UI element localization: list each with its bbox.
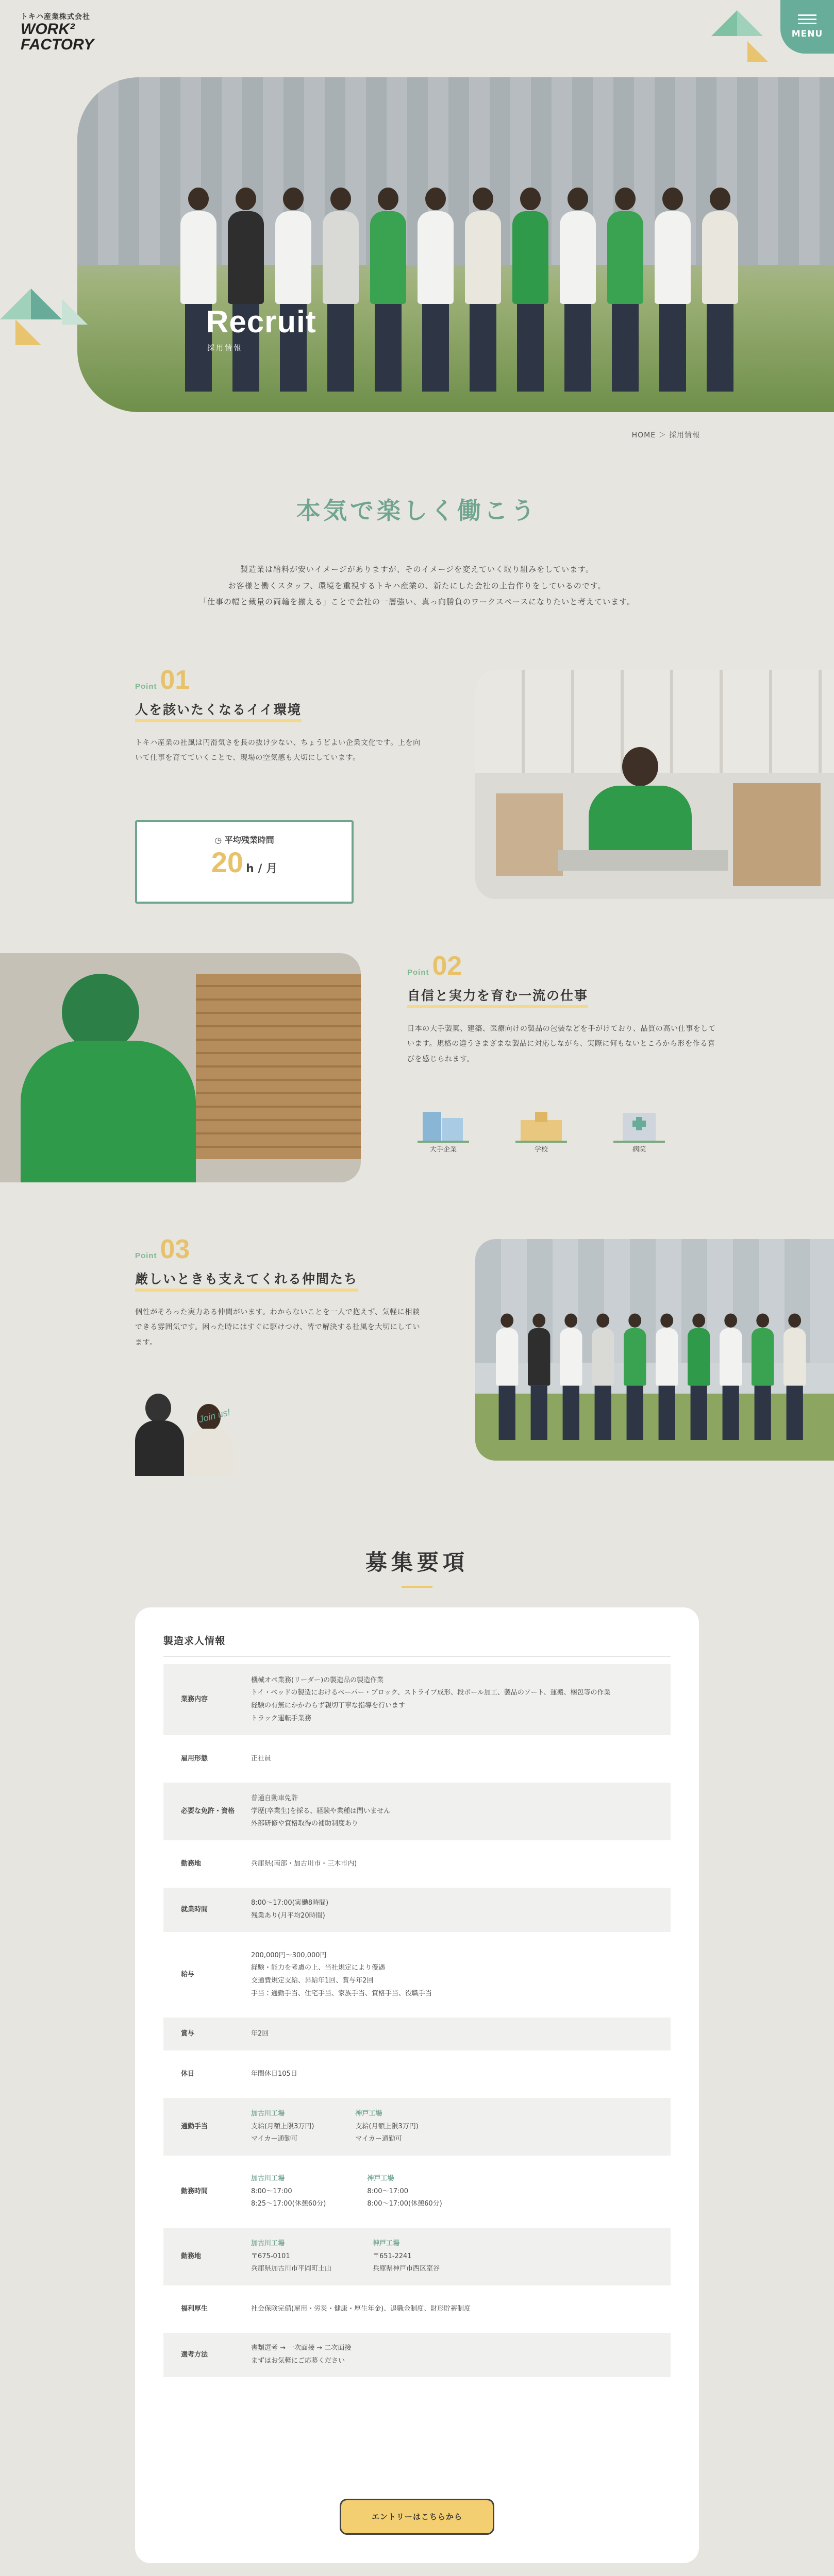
row-value <box>241 2228 671 2285</box>
stat-label <box>137 834 352 845</box>
icon-card-hospital <box>608 1103 670 1154</box>
row-value-line: 書類選考 → 一次面接 → 二次面接 <box>251 2344 352 2352</box>
row-value-column <box>355 2108 418 2146</box>
row-key: 雇用形態 <box>181 1754 208 1762</box>
point-label: Point <box>135 1251 157 1260</box>
icon-card-company <box>412 1103 474 1154</box>
staff-member <box>275 188 311 392</box>
point-title: 自信と実力を育む一流の仕事 <box>407 986 588 1008</box>
row-key: 業務内容 <box>181 1695 208 1703</box>
row-value <box>241 2058 671 2091</box>
row-value-line: まずはお気軽にご応募ください <box>251 2357 345 2365</box>
row-key: 通勤手当 <box>181 2122 208 2130</box>
breadcrumb[interactable]: HOME ＞ 採用情報 <box>631 431 700 439</box>
stat-unit: h / 月 <box>246 862 278 875</box>
row-value <box>241 1742 671 1775</box>
table-row <box>163 2058 671 2091</box>
table-row <box>163 2333 671 2377</box>
staff-member <box>528 1313 550 1440</box>
point-number: 03 <box>160 1234 190 1264</box>
row-value-line: 機械オペ業務(リーダー)の製造品の製造作業 <box>251 1676 384 1684</box>
overtime-stat <box>135 820 354 904</box>
staff-member <box>560 1313 582 1440</box>
staff-member <box>465 188 501 392</box>
row-value <box>241 2333 671 2377</box>
table-row <box>163 1783 671 1840</box>
table-row <box>163 2228 671 2285</box>
point-label: Point <box>407 968 429 977</box>
clock-icon: ◷ <box>214 835 222 845</box>
school-icon <box>510 1103 572 1144</box>
row-value-line: 8:25〜17:00(休憩60分) <box>251 2200 326 2208</box>
row-value-line: トラック運転手業務 <box>251 1714 311 1722</box>
row-value-line: 〒651-2241 <box>373 2252 412 2260</box>
table-row <box>163 2163 671 2221</box>
row-key: 必要な免許・資格 <box>181 1807 235 1815</box>
row-value-line: 支給(月額上限3万円) <box>251 2122 314 2130</box>
row-value-line: 普通自動車免許 <box>251 1794 298 1802</box>
row-value-line: 兵庫県神戸市西区室谷 <box>373 2265 440 2273</box>
staff-member <box>752 1313 774 1440</box>
row-value-line: 経験・能力を考慮の上、当社規定により優遇 <box>251 1964 386 1972</box>
logo-work: WORK² <box>21 21 75 38</box>
row-value-column <box>251 2238 331 2276</box>
point-03 <box>135 1234 465 1350</box>
table-row <box>163 2018 671 2050</box>
table-row <box>163 1888 671 1932</box>
row-value-line: マイカー通勤可 <box>355 2135 402 2143</box>
logo-factory: FACTORY <box>21 36 94 53</box>
table-row <box>163 1939 671 2010</box>
menu-button[interactable] <box>780 0 834 54</box>
row-value-line: 〒675-0101 <box>251 2252 290 2260</box>
intro-text <box>0 562 834 611</box>
row-value-line: 兵庫県(南部・加古川市・三木市内) <box>251 1859 357 1868</box>
row-key: 勤務時間 <box>181 2187 208 2195</box>
menu-bar-1 <box>798 14 816 16</box>
intro-line: 製造業は給料が安いイメージがありますが、そのイメージを変えていく取り組みをしています。 <box>240 565 594 574</box>
row-value-line: 200,000円〜300,000円 <box>251 1951 327 1959</box>
staff-member <box>323 188 359 392</box>
row-value-line: 加古川工場 <box>251 2239 285 2247</box>
row-value-line: 支給(月額上限3万円) <box>355 2122 419 2130</box>
row-value <box>241 1888 671 1932</box>
point-01 <box>135 665 465 766</box>
row-value-column <box>373 2238 440 2276</box>
row-value-column <box>251 2173 326 2211</box>
table-row <box>163 1742 671 1775</box>
row-key: 休日 <box>181 2070 195 2078</box>
hero-photo <box>77 77 834 412</box>
staff-member <box>512 188 548 392</box>
table-row <box>163 1848 671 1880</box>
table-row <box>163 2293 671 2326</box>
table-row <box>163 1664 671 1735</box>
staff-member <box>656 1313 678 1440</box>
row-value-line: 加古川工場 <box>251 2109 285 2117</box>
row-value <box>241 1783 671 1840</box>
intro-line: お客様と働くスタッフ、環境を重視するトキハ産業の、新たにした会社の土台作りをしているのです。 <box>228 581 606 590</box>
row-value-line: 学歴(卒業生)を採る、経験や業種は問いません <box>251 1807 391 1815</box>
row-value-line: 神戸工場 <box>367 2174 394 2182</box>
menu-bar-3 <box>798 23 816 24</box>
row-value <box>241 2293 671 2326</box>
row-value <box>241 1848 671 1880</box>
row-value-line: 8:00〜17:00(休憩60分) <box>367 2200 442 2208</box>
row-value-line: 手当：通勤手当、住宅手当、家族手当、資格手当、役職手当 <box>251 1989 432 1997</box>
row-value-line: 正社員 <box>251 1754 272 1762</box>
row-key: 勤務地 <box>181 1859 202 1868</box>
point-title: 厳しいときも支えてくれる仲間たち <box>135 1269 358 1292</box>
staff-member <box>688 1313 710 1440</box>
site-logo[interactable] <box>21 11 98 53</box>
row-key: 選考方法 <box>181 2350 208 2359</box>
icon-card-label: 学校 <box>534 1146 548 1154</box>
menu-label: MENU <box>791 29 823 39</box>
staff-member <box>607 188 643 392</box>
requirements-title: 募集要項 <box>0 1546 834 1588</box>
row-value <box>241 1939 671 2010</box>
row-value-column <box>251 2108 314 2146</box>
point-number: 02 <box>432 951 462 981</box>
hero-subtitle: 採用情報 <box>207 344 242 352</box>
row-value-line: 加古川工場 <box>251 2174 285 2182</box>
staff-member <box>496 1313 518 1440</box>
row-value-line: 神戸工場 <box>373 2239 400 2247</box>
intro-title-text: 本気で楽しく働こう <box>296 497 538 524</box>
row-value-line: 神戸工場 <box>355 2109 382 2117</box>
row-value-line: 兵庫県加古川市平岡町土山 <box>251 2265 332 2273</box>
row-value-line: 経験の有無にかかわらず親切丁寧な指導を行います <box>251 1702 406 1709</box>
icon-card-school <box>510 1103 572 1154</box>
decor-triangles-left <box>0 289 103 350</box>
row-value-line: 交通費規定支給、昇給年1回、賞与年2回 <box>251 1977 374 1985</box>
menu-bar-2 <box>798 19 816 20</box>
join-us-badge: Join us! <box>197 1406 231 1425</box>
staff-member <box>370 188 406 392</box>
point-title: 人を該いたくなるイイ環境 <box>135 700 302 722</box>
manufacturing-card <box>135 1607 699 2563</box>
entry-button[interactable]: エントリーはこちらから <box>340 2499 494 2535</box>
row-value <box>241 1664 671 1735</box>
colleagues-illustration <box>135 1383 269 1476</box>
intro-title <box>0 492 834 526</box>
row-value-line: 外部研修や資格取得の補助制度あり <box>251 1820 359 1828</box>
row-value <box>241 2163 671 2221</box>
hospital-icon <box>608 1103 670 1144</box>
point-01-photo <box>475 670 834 899</box>
logo-company: トキハ産業株式会社 <box>21 13 90 21</box>
hero-title: Recruit <box>206 304 316 339</box>
row-value-line: 残業あり(月平均20時間) <box>251 1912 325 1920</box>
staff-member <box>418 188 454 392</box>
point-03-photo <box>475 1239 834 1461</box>
staff-member <box>655 188 691 392</box>
staff-member <box>560 188 596 392</box>
point-label: Point <box>135 682 157 691</box>
row-value-line: 社会保険完備(雇用・労災・健康・厚生年金)、退職金制度、財形貯蓄制度 <box>251 2304 471 2313</box>
row-value-line: 8:00〜17:00 <box>251 2187 292 2195</box>
point-02-photo <box>0 953 361 1182</box>
row-value-line: マイカー通勤可 <box>251 2135 298 2143</box>
row-key: 福利厚生 <box>181 2304 208 2313</box>
point-02 <box>407 951 727 1067</box>
icon-card-label: 大手企業 <box>429 1146 457 1154</box>
row-key: 給与 <box>181 1970 195 1978</box>
row-value-line: トイ・ベッドの製造におけるペーパー・ブロック、ストライプ成形、段ボール加工、製品のソート、運搬、梱包等の作業 <box>251 1689 611 1697</box>
staff-member <box>783 1313 806 1440</box>
staff-member <box>720 1313 742 1440</box>
staff-member <box>624 1313 646 1440</box>
point-text: 個性がそろった実力ある仲間がいます。わからないことを一人で抱えず、気軽に相談できる雰囲気です。困った時にはすぐに駆けつけ、皆で解決する社風を大切にしています。 <box>135 1308 421 1347</box>
office-building-icon <box>412 1103 474 1144</box>
row-value <box>241 2098 671 2156</box>
staff-member <box>228 188 264 392</box>
row-key: 勤務地 <box>181 2252 202 2260</box>
point-number: 01 <box>160 665 190 695</box>
stat-value: 20 <box>211 846 244 878</box>
row-key: 賞与 <box>181 2029 195 2038</box>
row-value <box>241 2018 671 2050</box>
staff-member <box>592 1313 614 1440</box>
staff-member <box>702 188 738 392</box>
table-row <box>163 2098 671 2156</box>
point-text: 日本の大手製菓、建築、医療向けの製品の包装などを手がけており、品質の高い仕事をしています。規格の違うさまざまな製品に対応しながら、実際に何もないところから形を作る喜びを感じられます。 <box>407 1025 716 1063</box>
row-value-line: 8:00〜17:00(実働8時間) <box>251 1899 329 1907</box>
staff-member <box>180 188 216 392</box>
icon-card-label: 病院 <box>632 1146 646 1154</box>
row-value-line: 年2回 <box>251 2029 269 2038</box>
point-text: トキハ産業の社風は円滑気さを長の抜け少ない、ちょうどよい企業文化です。上を向いて仕事を育てていくことで、現場の空気感も大切にしています。 <box>135 739 421 762</box>
card-heading: 製造求人情報 <box>163 1633 671 1657</box>
row-value-column <box>367 2173 442 2211</box>
stat-label-text: 平均残業時間 <box>224 835 274 845</box>
decor-triangles-top <box>711 10 783 67</box>
row-key: 就業時間 <box>181 1905 208 1913</box>
row-value-line: 年間休日105日 <box>251 2070 297 2078</box>
intro-line: 「仕事の幅と裁量の両輪を揃える」ことで会社の一層強い、真っ向勝負のワークスペースになりたいと考えています。 <box>199 597 635 606</box>
row-value-line: 8:00〜17:00 <box>367 2187 409 2195</box>
